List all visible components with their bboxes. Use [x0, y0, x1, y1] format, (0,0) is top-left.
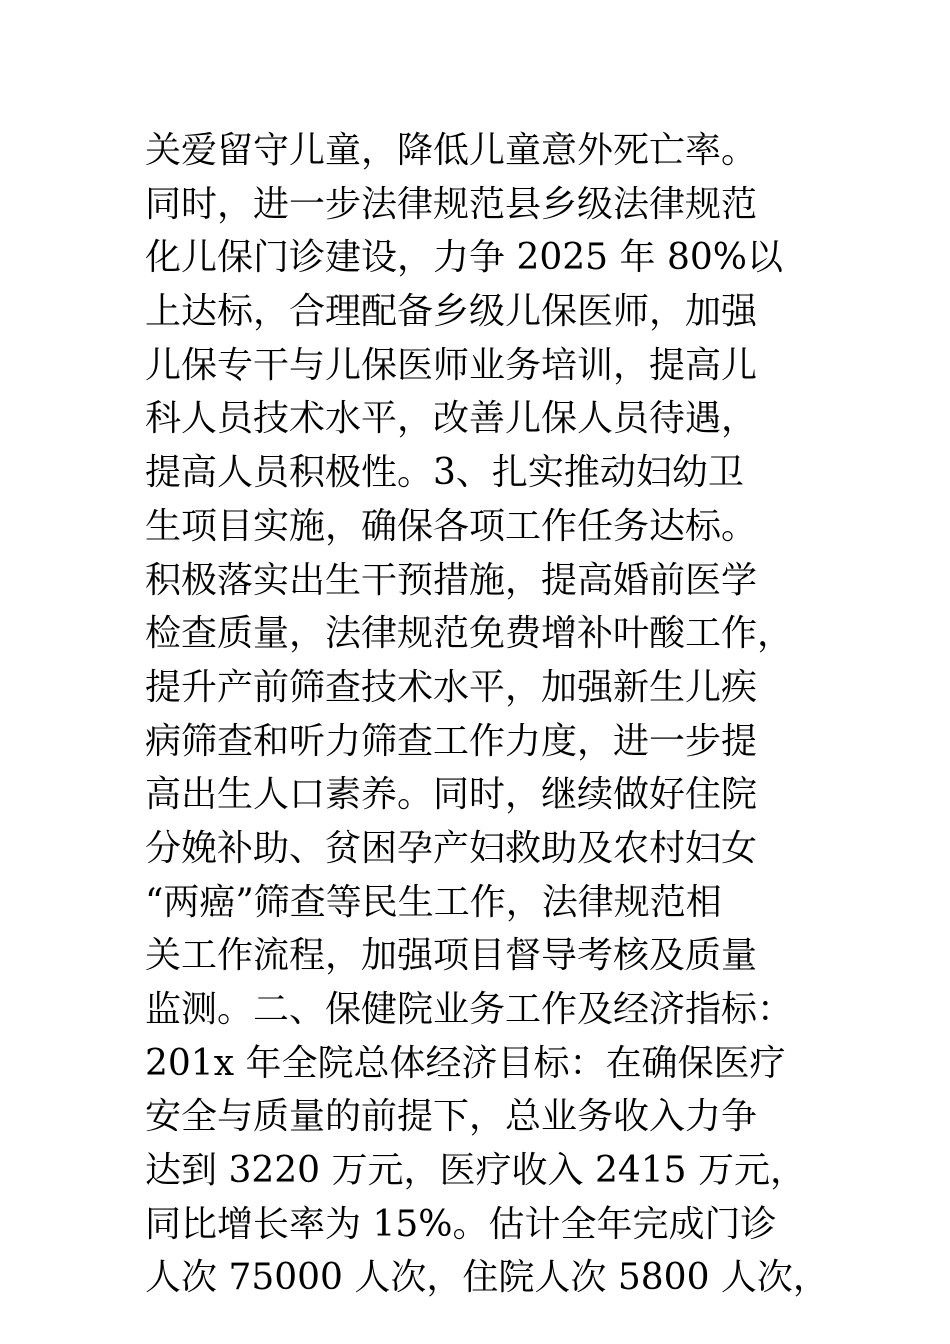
text-line: 同时，进一步法律规范县乡级法律规范	[145, 183, 758, 225]
text-line: 上达标，合理配备乡级儿保医师，加强	[145, 291, 758, 333]
text-line: 提升产前筛查技术水平，加强新生儿疾	[145, 666, 758, 708]
text-line: 关工作流程，加强项目督导考核及质量	[145, 935, 758, 977]
text-line: “两癌”筛查等民生工作，法律规范相	[145, 881, 722, 923]
text-line: 生项目实施，确保各项工作任务达标。	[145, 505, 758, 547]
text-line: 达到 3220 万元，医疗收入 2415 万元，	[145, 1150, 807, 1192]
text-line: 病筛查和听力筛查工作力度，进一步提	[145, 720, 758, 762]
text-line: 分娩补助、贫困孕产妇救助及农村妇女	[145, 827, 758, 869]
text-line: 高出生人口素养。同时，继续做好住院	[145, 774, 758, 816]
text-line: 同比增长率为 15%。估计全年完成门诊	[145, 1203, 777, 1245]
body-text	[145, 124, 829, 1305]
text-line: 安全与质量的前提下，总业务收入力争	[145, 1096, 758, 1138]
text-line: 化儿保门诊建设，力争 2025 年 80%以	[145, 237, 783, 279]
text-line: 201x 年全院总体经济目标：在确保医疗	[145, 1042, 786, 1084]
text-line: 提高人员积极性。3、扎实推动妇幼卫	[145, 452, 744, 494]
text-line: 儿保专干与儿保医师业务培训，提高儿	[145, 344, 758, 386]
text-line: 检查质量，法律规范免费增补叶酸工作，	[145, 613, 794, 655]
text-line: 人次 75000 人次，住院人次 5800 人次，	[145, 1257, 829, 1299]
text-line: 监测。二、保健院业务工作及经济指标：	[145, 989, 794, 1030]
text-line: 科人员技术水平，改善儿保人员待遇，	[145, 398, 758, 440]
text-line: 积极落实出生干预措施，提高婚前医学	[145, 559, 758, 601]
text-line: 关爱留守儿童，降低儿童意外死亡率。	[145, 130, 758, 171]
